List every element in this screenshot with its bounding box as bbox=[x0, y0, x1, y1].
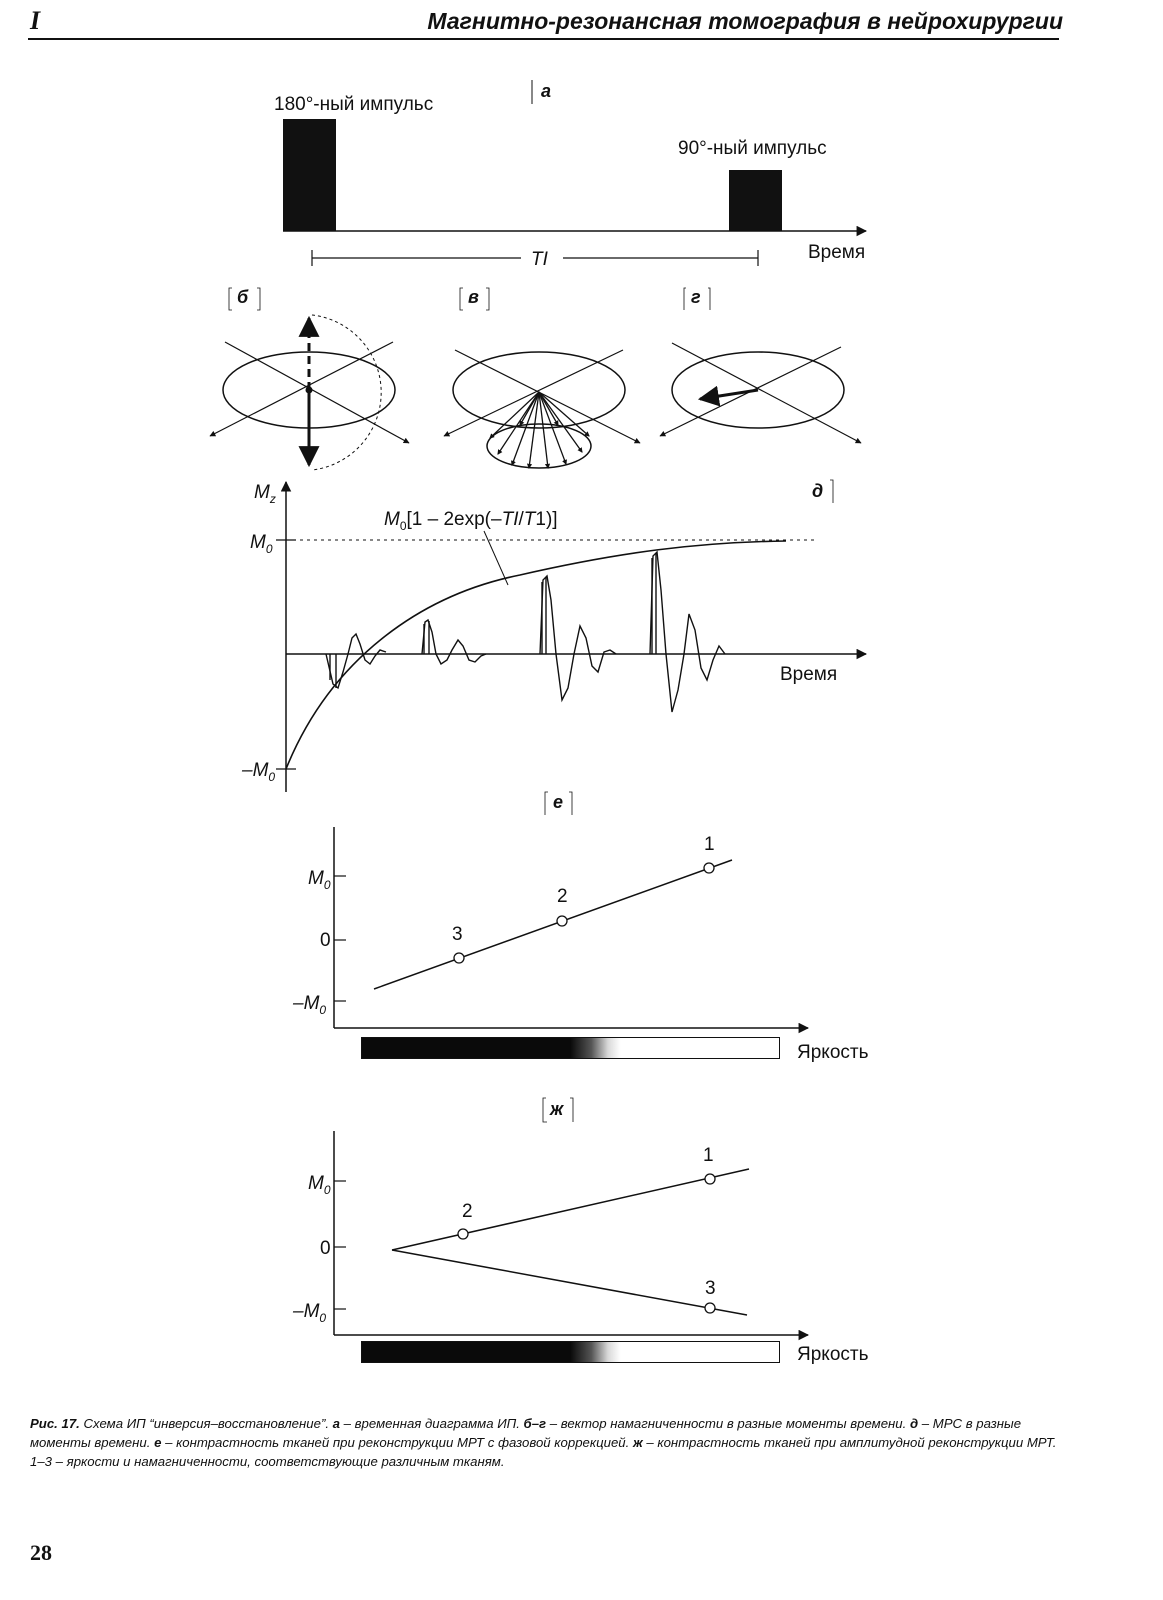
point-3-e bbox=[454, 953, 464, 963]
panel-a-tag: а bbox=[541, 81, 552, 101]
brightness-scale-bar-zh bbox=[361, 1341, 780, 1363]
rotation-arc bbox=[312, 315, 381, 470]
zero-label-e: 0 bbox=[320, 930, 331, 951]
point-3-label-zh: 3 bbox=[705, 1278, 716, 1299]
origin-dot bbox=[306, 387, 313, 394]
panel-e bbox=[292, 792, 808, 1028]
tag-bracket bbox=[830, 480, 833, 503]
neg-m0-label-e: $-M_0$ bbox=[293, 993, 327, 1017]
point-1-zh bbox=[705, 1174, 715, 1184]
time-label-d: Время bbox=[780, 664, 838, 685]
neg-m0-label-zh: $-M_0$ bbox=[293, 1301, 327, 1325]
axis-line bbox=[455, 350, 640, 443]
panel-b bbox=[210, 287, 409, 470]
transverse-magnetization-vector bbox=[700, 390, 758, 399]
panel-g bbox=[660, 287, 861, 443]
brightness-label-zh: Яркость bbox=[797, 1344, 869, 1365]
ti-label: TI bbox=[531, 249, 548, 270]
point-1-label-zh: 1 bbox=[703, 1145, 714, 1166]
figure-caption: Рис. 17. Схема ИП “инверсия–восстановление”. а – временная диаграмма ИП. б–г – вектор намагниченности в разные моменты времени. д – МРС в разные моменты времени. е – контрастность тканей при реконструкции МРТ с фазовой коррекцией. ж – контрастность тканей при амплитудной реконструкции МРТ. 1–3 – яркости и намагниченности, соответствующие различным тканям. bbox=[30, 1416, 1057, 1469]
time-label-a: Время bbox=[808, 242, 866, 263]
panel-b-tag: б bbox=[237, 287, 249, 307]
panel-a bbox=[274, 80, 866, 270]
page-number: 28 bbox=[30, 1540, 52, 1565]
pulse-180-label: 180°-ный импульс bbox=[274, 94, 434, 115]
upper-branch-zh bbox=[392, 1169, 749, 1250]
panel-v bbox=[444, 287, 640, 468]
zero-label-zh: 0 bbox=[320, 1238, 331, 1259]
point-3-zh bbox=[705, 1303, 715, 1313]
point-2-label-e: 2 bbox=[557, 886, 568, 907]
brightness-line-e bbox=[374, 860, 732, 989]
lower-branch-zh bbox=[392, 1250, 747, 1315]
brightness-label-e: Яркость bbox=[797, 1042, 869, 1063]
pulse-90-label: 90°-ный импульс bbox=[678, 138, 827, 159]
pulse-90-block bbox=[729, 170, 782, 231]
panel-zh bbox=[292, 1098, 808, 1335]
pulse-180-block bbox=[283, 119, 336, 231]
mz-label: $M_z$ bbox=[254, 482, 276, 506]
point-3-label-e: 3 bbox=[452, 924, 463, 945]
point-2-label-zh: 2 bbox=[462, 1201, 473, 1222]
point-1-label-e: 1 bbox=[704, 834, 715, 855]
formula-leader-line bbox=[484, 531, 508, 585]
recovery-curve bbox=[286, 541, 786, 769]
m0-label-e: $M_0$ bbox=[308, 868, 331, 892]
brightness-scale-bar-e bbox=[361, 1037, 780, 1059]
m0-label: $M_0$ bbox=[250, 532, 273, 556]
point-2-e bbox=[557, 916, 567, 926]
axis-line bbox=[444, 350, 623, 436]
chapter-number: I bbox=[30, 6, 41, 35]
panel-e-tag: е bbox=[553, 792, 564, 812]
point-1-e bbox=[704, 863, 714, 873]
formula-label: $M_0[1 - 2\exp(-TI/T1)]$ bbox=[384, 509, 558, 533]
axis-line bbox=[210, 342, 393, 436]
echo-signals bbox=[326, 552, 725, 712]
point-2-zh bbox=[458, 1229, 468, 1239]
panel-d-tag: д bbox=[812, 481, 824, 501]
m0-label-zh: $M_0$ bbox=[308, 1173, 331, 1197]
panel-zh-tag: ж bbox=[550, 1099, 564, 1119]
running-header-title: Магнитно-резонансная томография в нейрохирургии bbox=[427, 8, 1063, 34]
panel-v-tag: в bbox=[468, 287, 479, 307]
panel-g-tag: г bbox=[691, 287, 701, 307]
panel-d bbox=[241, 480, 866, 792]
neg-m0-label: $-M_0$ bbox=[242, 760, 276, 784]
